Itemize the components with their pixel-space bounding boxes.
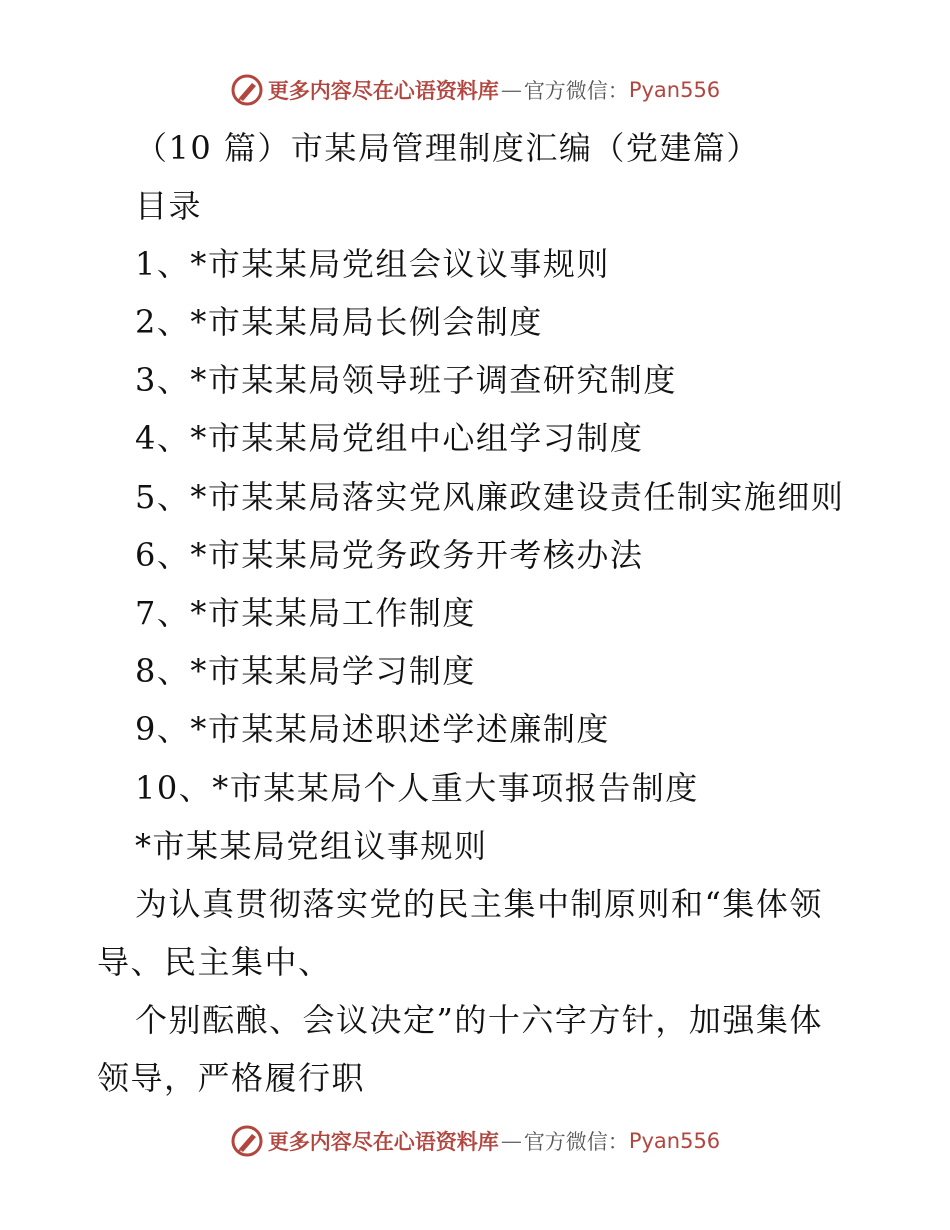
watermark-text: 更多内容尽在心语资料库 xyxy=(267,79,499,103)
section-title: *市某某局党组议事规则 xyxy=(135,827,488,865)
watermark-wechat-id: Pyan556 xyxy=(628,78,721,102)
pen-logo-icon xyxy=(230,1124,264,1158)
watermark-wechat-label: 官方微信： xyxy=(523,79,629,103)
watermark-dash: — xyxy=(500,78,522,102)
toc-item: 8、*市某某局学习制度 xyxy=(135,652,476,690)
document-title: （10 篇）市某局管理制度汇编（党建篇） xyxy=(135,129,760,167)
body-paragraph-line: 为认真贯彻落实党的民主集中制原则和“集体领 xyxy=(135,885,823,923)
toc-item: 7、*市某某局工作制度 xyxy=(135,594,476,632)
toc-item: 1、*市某某局党组会议议事规则 xyxy=(135,245,610,283)
watermark-banner-bottom xyxy=(0,1121,950,1161)
watermark-text: 更多内容尽在心语资料库 xyxy=(267,1130,499,1154)
body-paragraph-line: 领导，严格履行职 xyxy=(97,1059,366,1097)
body-paragraph-line: 个别酝酿、会议决定”的十六字方针，加强集体 xyxy=(135,1001,823,1039)
toc-item: 4、*市某某局党组中心组学习制度 xyxy=(135,419,644,457)
toc-item: 3、*市某某局领导班子调查研究制度 xyxy=(135,361,677,399)
toc-item: 10、*市某某局个人重大事项报告制度 xyxy=(135,769,699,807)
toc-heading: 目录 xyxy=(135,187,203,225)
toc-item: 5、*市某某局落实党风廉政建设责任制实施细则 xyxy=(135,478,845,516)
watermark-wechat-id: Pyan556 xyxy=(628,1129,721,1153)
toc-item: 6、*市某某局党务政务开考核办法 xyxy=(135,536,644,574)
watermark-wechat-label: 官方微信： xyxy=(523,1130,629,1154)
watermark-dash: — xyxy=(500,1129,522,1153)
toc-item: 2、*市某某局局长例会制度 xyxy=(135,303,543,341)
body-paragraph-line: 导、民主集中、 xyxy=(97,943,332,981)
toc-item: 9、*市某某局述职述学述廉制度 xyxy=(135,710,610,748)
